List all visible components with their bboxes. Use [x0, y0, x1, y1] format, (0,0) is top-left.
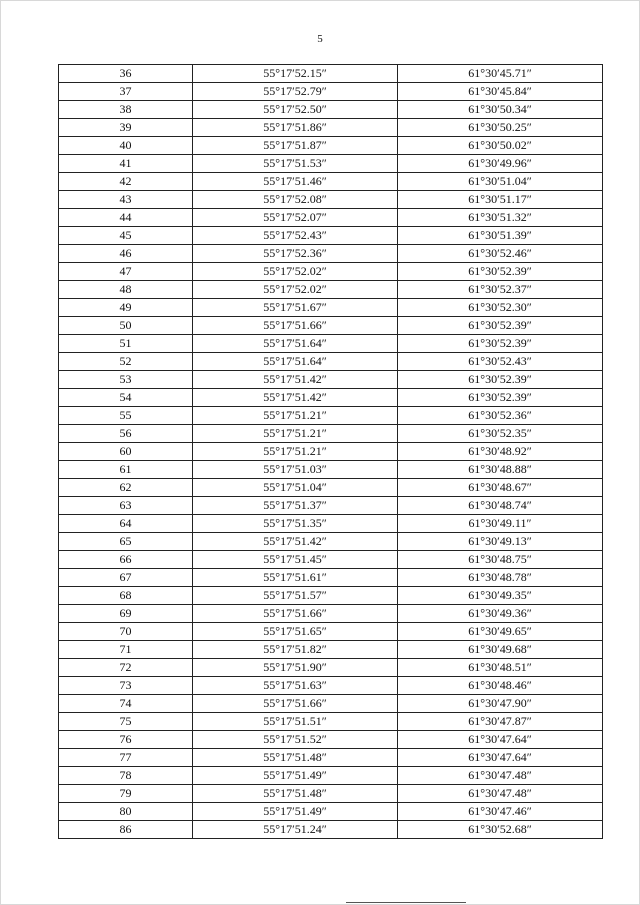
latitude-cell: 55°17′52.36″: [193, 245, 398, 263]
latitude-cell: 55°17′51.87″: [193, 137, 398, 155]
longitude-cell: 61°30′52.39″: [398, 263, 603, 281]
page-number: 5: [317, 33, 323, 45]
point-number-cell: 50: [59, 317, 193, 335]
point-number-cell: 75: [59, 713, 193, 731]
table-row: [59, 569, 603, 587]
latitude-cell: 55°17′52.15″: [193, 65, 398, 83]
latitude-cell: 55°17′51.63″: [193, 677, 398, 695]
bottom-edge-mark: [346, 902, 466, 903]
point-number-cell: 70: [59, 623, 193, 641]
latitude-cell: 55°17′51.52″: [193, 731, 398, 749]
latitude-cell: 55°17′52.02″: [193, 263, 398, 281]
point-number-cell: 38: [59, 101, 193, 119]
longitude-cell: 61°30′49.68″: [398, 641, 603, 659]
point-number-cell: 66: [59, 551, 193, 569]
table-row: [59, 83, 603, 101]
table-row: [59, 389, 603, 407]
longitude-cell: 61°30′52.37″: [398, 281, 603, 299]
latitude-cell: 55°17′51.42″: [193, 389, 398, 407]
point-number-cell: 71: [59, 641, 193, 659]
point-number-cell: 65: [59, 533, 193, 551]
longitude-cell: 61°30′52.35″: [398, 425, 603, 443]
longitude-cell: 61°30′48.78″: [398, 569, 603, 587]
table-row: [59, 677, 603, 695]
table-row: [59, 245, 603, 263]
point-number-cell: 63: [59, 497, 193, 515]
latitude-cell: 55°17′51.66″: [193, 695, 398, 713]
longitude-cell: 61°30′48.51″: [398, 659, 603, 677]
table-row: [59, 515, 603, 533]
table-row: [59, 587, 603, 605]
point-number-cell: 60: [59, 443, 193, 461]
latitude-cell: 55°17′51.86″: [193, 119, 398, 137]
point-number-cell: 54: [59, 389, 193, 407]
latitude-cell: 55°17′51.03″: [193, 461, 398, 479]
point-number-cell: 41: [59, 155, 193, 173]
point-number-cell: 74: [59, 695, 193, 713]
latitude-cell: 55°17′51.90″: [193, 659, 398, 677]
longitude-cell: 61°30′47.90″: [398, 695, 603, 713]
point-number-cell: 44: [59, 209, 193, 227]
longitude-cell: 61°30′47.64″: [398, 731, 603, 749]
point-number-cell: 80: [59, 803, 193, 821]
latitude-cell: 55°17′51.66″: [193, 317, 398, 335]
longitude-cell: 61°30′48.74″: [398, 497, 603, 515]
table-row: [59, 767, 603, 785]
longitude-cell: 61°30′48.92″: [398, 443, 603, 461]
point-number-cell: 68: [59, 587, 193, 605]
longitude-cell: 61°30′52.46″: [398, 245, 603, 263]
point-number-cell: 76: [59, 731, 193, 749]
latitude-cell: 55°17′51.24″: [193, 821, 398, 839]
longitude-cell: 61°30′52.43″: [398, 353, 603, 371]
latitude-cell: 55°17′52.02″: [193, 281, 398, 299]
latitude-cell: 55°17′51.51″: [193, 713, 398, 731]
latitude-cell: 55°17′51.42″: [193, 533, 398, 551]
longitude-cell: 61°30′51.04″: [398, 173, 603, 191]
latitude-cell: 55°17′51.64″: [193, 335, 398, 353]
table-row: [59, 731, 603, 749]
table-row: [59, 551, 603, 569]
table-row: [59, 335, 603, 353]
coordinates-table-body: [59, 65, 603, 839]
latitude-cell: 55°17′52.43″: [193, 227, 398, 245]
point-number-cell: 56: [59, 425, 193, 443]
longitude-cell: 61°30′49.65″: [398, 623, 603, 641]
table-row: [59, 65, 603, 83]
table-row: [59, 173, 603, 191]
longitude-cell: 61°30′50.02″: [398, 137, 603, 155]
table-row: [59, 299, 603, 317]
table-row: [59, 821, 603, 839]
point-number-cell: 48: [59, 281, 193, 299]
latitude-cell: 55°17′51.49″: [193, 767, 398, 785]
table-row: [59, 119, 603, 137]
point-number-cell: 61: [59, 461, 193, 479]
coordinates-table: [58, 64, 603, 839]
latitude-cell: 55°17′51.42″: [193, 371, 398, 389]
longitude-cell: 61°30′52.30″: [398, 299, 603, 317]
latitude-cell: 55°17′51.57″: [193, 587, 398, 605]
point-number-cell: 78: [59, 767, 193, 785]
table-row: [59, 209, 603, 227]
latitude-cell: 55°17′51.35″: [193, 515, 398, 533]
longitude-cell: 61°30′47.46″: [398, 803, 603, 821]
latitude-cell: 55°17′51.61″: [193, 569, 398, 587]
longitude-cell: 61°30′49.35″: [398, 587, 603, 605]
latitude-cell: 55°17′51.53″: [193, 155, 398, 173]
longitude-cell: 61°30′51.32″: [398, 209, 603, 227]
point-number-cell: 72: [59, 659, 193, 677]
point-number-cell: 55: [59, 407, 193, 425]
point-number-cell: 45: [59, 227, 193, 245]
longitude-cell: 61°30′47.87″: [398, 713, 603, 731]
table-row: [59, 695, 603, 713]
table-row: [59, 461, 603, 479]
latitude-cell: 55°17′51.49″: [193, 803, 398, 821]
point-number-cell: 86: [59, 821, 193, 839]
point-number-cell: 64: [59, 515, 193, 533]
table-row: [59, 371, 603, 389]
point-number-cell: 51: [59, 335, 193, 353]
longitude-cell: 61°30′47.48″: [398, 785, 603, 803]
latitude-cell: 55°17′51.67″: [193, 299, 398, 317]
table-row: [59, 713, 603, 731]
point-number-cell: 53: [59, 371, 193, 389]
longitude-cell: 61°30′49.11″: [398, 515, 603, 533]
longitude-cell: 61°30′49.13″: [398, 533, 603, 551]
latitude-cell: 55°17′51.21″: [193, 425, 398, 443]
point-number-cell: 62: [59, 479, 193, 497]
latitude-cell: 55°17′51.21″: [193, 443, 398, 461]
longitude-cell: 61°30′52.36″: [398, 407, 603, 425]
latitude-cell: 55°17′51.82″: [193, 641, 398, 659]
table-row: [59, 659, 603, 677]
latitude-cell: 55°17′51.45″: [193, 551, 398, 569]
longitude-cell: 61°30′52.39″: [398, 335, 603, 353]
latitude-cell: 55°17′52.50″: [193, 101, 398, 119]
latitude-cell: 55°17′51.65″: [193, 623, 398, 641]
table-row: [59, 281, 603, 299]
latitude-cell: 55°17′52.08″: [193, 191, 398, 209]
table-row: [59, 785, 603, 803]
latitude-cell: 55°17′51.46″: [193, 173, 398, 191]
longitude-cell: 61°30′52.39″: [398, 371, 603, 389]
latitude-cell: 55°17′52.79″: [193, 83, 398, 101]
table-row: [59, 137, 603, 155]
table-row: [59, 353, 603, 371]
point-number-cell: 40: [59, 137, 193, 155]
point-number-cell: 43: [59, 191, 193, 209]
latitude-cell: 55°17′51.48″: [193, 749, 398, 767]
latitude-cell: 55°17′52.07″: [193, 209, 398, 227]
latitude-cell: 55°17′51.66″: [193, 605, 398, 623]
table-row: [59, 443, 603, 461]
point-number-cell: 69: [59, 605, 193, 623]
latitude-cell: 55°17′51.04″: [193, 479, 398, 497]
table-row: [59, 425, 603, 443]
point-number-cell: 37: [59, 83, 193, 101]
point-number-cell: 46: [59, 245, 193, 263]
table-row: [59, 605, 603, 623]
table-row: [59, 749, 603, 767]
longitude-cell: 61°30′50.25″: [398, 119, 603, 137]
point-number-cell: 52: [59, 353, 193, 371]
table-row: [59, 227, 603, 245]
longitude-cell: 61°30′51.39″: [398, 227, 603, 245]
longitude-cell: 61°30′47.48″: [398, 767, 603, 785]
point-number-cell: 39: [59, 119, 193, 137]
longitude-cell: 61°30′50.34″: [398, 101, 603, 119]
latitude-cell: 55°17′51.48″: [193, 785, 398, 803]
longitude-cell: 61°30′47.64″: [398, 749, 603, 767]
table-row: [59, 317, 603, 335]
point-number-cell: 67: [59, 569, 193, 587]
table-row: [59, 479, 603, 497]
point-number-cell: 73: [59, 677, 193, 695]
longitude-cell: 61°30′45.71″: [398, 65, 603, 83]
point-number-cell: 42: [59, 173, 193, 191]
longitude-cell: 61°30′52.68″: [398, 821, 603, 839]
point-number-cell: 36: [59, 65, 193, 83]
table-row: [59, 623, 603, 641]
table-row: [59, 101, 603, 119]
longitude-cell: 61°30′52.39″: [398, 317, 603, 335]
table-row: [59, 497, 603, 515]
table-row: [59, 641, 603, 659]
longitude-cell: 61°30′52.39″: [398, 389, 603, 407]
latitude-cell: 55°17′51.37″: [193, 497, 398, 515]
longitude-cell: 61°30′49.36″: [398, 605, 603, 623]
point-number-cell: 77: [59, 749, 193, 767]
latitude-cell: 55°17′51.64″: [193, 353, 398, 371]
point-number-cell: 47: [59, 263, 193, 281]
longitude-cell: 61°30′51.17″: [398, 191, 603, 209]
table-row: [59, 155, 603, 173]
latitude-cell: 55°17′51.21″: [193, 407, 398, 425]
table-row: [59, 407, 603, 425]
longitude-cell: 61°30′49.96″: [398, 155, 603, 173]
table-row: [59, 263, 603, 281]
longitude-cell: 61°30′48.88″: [398, 461, 603, 479]
longitude-cell: 61°30′48.46″: [398, 677, 603, 695]
table-row: [59, 803, 603, 821]
longitude-cell: 61°30′48.67″: [398, 479, 603, 497]
longitude-cell: 61°30′45.84″: [398, 83, 603, 101]
longitude-cell: 61°30′48.75″: [398, 551, 603, 569]
point-number-cell: 79: [59, 785, 193, 803]
point-number-cell: 49: [59, 299, 193, 317]
table-row: [59, 191, 603, 209]
table-row: [59, 533, 603, 551]
